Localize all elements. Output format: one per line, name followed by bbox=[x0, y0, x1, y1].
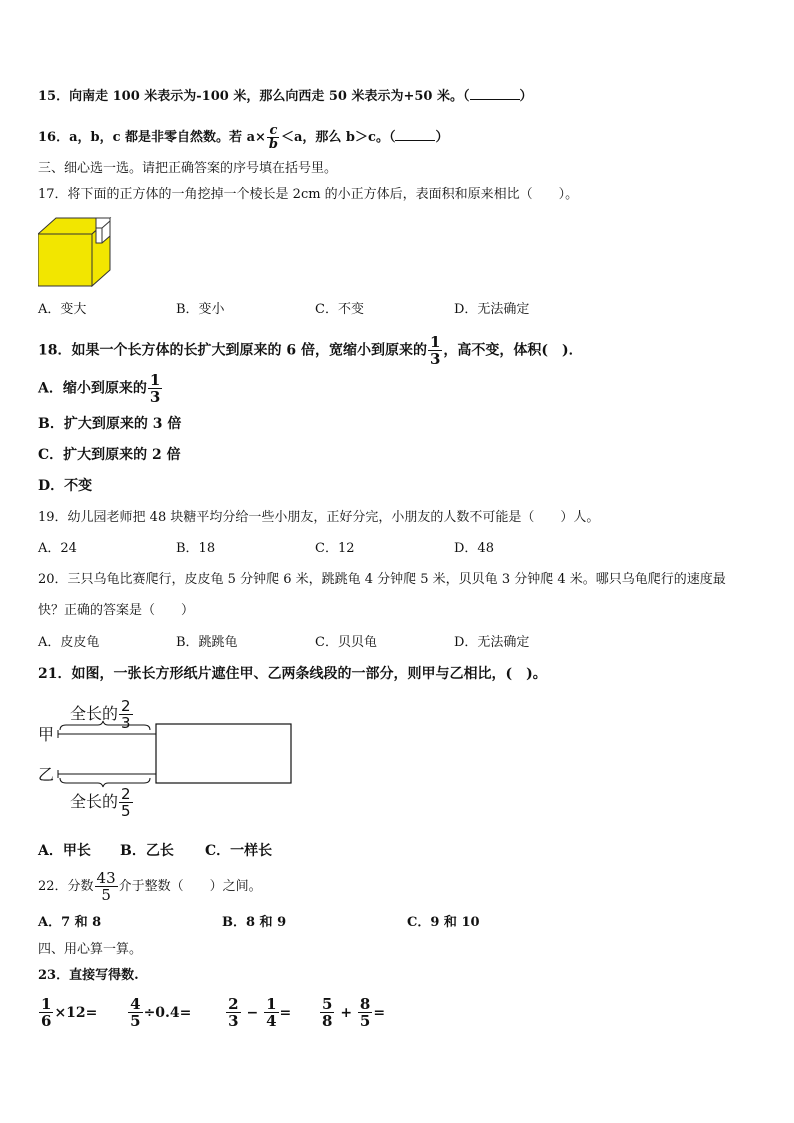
question-18 bbox=[38, 334, 583, 367]
q20-option-c[interactable]: C．贝贝龟 bbox=[315, 635, 377, 650]
question-20-line-1: 20．三只乌龟比赛爬行，皮皮龟 5 分钟爬 6 米，跳跳龟 4 分钟爬 5 米，贝贝龟 3 分钟爬 4 米。哪只乌龟爬行的速度最 bbox=[38, 572, 726, 587]
q18-frac-den: 3 bbox=[429, 350, 441, 368]
q23-expr-2[interactable] bbox=[127, 995, 192, 1030]
q18-option-b[interactable]: B．扩大到原来的 3 倍 bbox=[38, 416, 182, 432]
q19-option-d[interactable]: D．48 bbox=[454, 541, 494, 556]
q21-top-brace bbox=[60, 721, 150, 730]
q19-option-c[interactable]: C．12 bbox=[315, 541, 355, 556]
q23-e2-num: 4 bbox=[130, 995, 141, 1013]
question-22 bbox=[38, 870, 262, 903]
q18-post: ，高不变，体积( )． bbox=[443, 342, 583, 359]
q21-jia-label: 甲 bbox=[38, 725, 55, 744]
q18-fraction bbox=[428, 334, 442, 367]
q15-text: 15．向南走 100 米表示为-100 米，那么向西走 50 米表示为+50 米。（ bbox=[38, 89, 470, 104]
q18-pre: 18．如果一个长方体的长扩大到原来的 6 倍，宽缩小到原来的 bbox=[38, 342, 427, 359]
q19-option-b[interactable]: B．18 bbox=[176, 541, 216, 556]
q16-frac-num: c bbox=[269, 123, 278, 138]
q17-option-a[interactable]: A．变大 bbox=[38, 302, 87, 317]
q23-e3-num1: 2 bbox=[228, 995, 239, 1013]
q18-option-a-den: 3 bbox=[149, 388, 161, 406]
q21-bottom-fraction bbox=[119, 786, 133, 819]
q23-e4-num1: 5 bbox=[322, 995, 333, 1013]
q21-yi-label: 乙 bbox=[38, 765, 55, 784]
q18-option-d[interactable]: D．不变 bbox=[38, 478, 93, 494]
q21-option-b[interactable]: B．乙长 bbox=[120, 843, 174, 859]
q21-option-c[interactable]: C．一样长 bbox=[205, 843, 273, 859]
question-16 bbox=[38, 124, 448, 151]
q23-e3-post: = bbox=[279, 1004, 292, 1021]
q23-e3-op: − bbox=[246, 1004, 259, 1021]
q23-e1-den: 6 bbox=[41, 1012, 52, 1030]
q23-e1-num: 1 bbox=[41, 995, 52, 1013]
q21-bottom-num: 2 bbox=[121, 785, 131, 803]
cube-front-face bbox=[38, 234, 92, 286]
q23-e4-post: = bbox=[373, 1004, 386, 1021]
q21-figure bbox=[38, 694, 308, 818]
q21-top-num: 2 bbox=[121, 697, 131, 715]
q16-pre: 16．a，b，c 都是非零自然数。若 a× bbox=[38, 130, 266, 145]
q22-frac-num: 43 bbox=[96, 869, 116, 887]
q16-frac-den: b bbox=[268, 137, 278, 152]
q16-fraction bbox=[267, 124, 280, 151]
q15-close: ） bbox=[519, 89, 533, 104]
question-19: 19．幼儿园老师把 48 块糖平均分给一些小朋友，正好分完，小朋友的人数不可能是（ ）人。 bbox=[38, 510, 600, 525]
q21-bottom-label bbox=[70, 786, 134, 819]
q23-e4-op: + bbox=[340, 1004, 353, 1021]
question-21: 21．如图，一张长方形纸片遮住甲、乙两条线段的一部分，则甲与乙相比，( )。 bbox=[38, 666, 547, 682]
q21-paper-rectangle bbox=[156, 724, 291, 783]
section-4-title: 四、用心算一算。 bbox=[38, 942, 143, 957]
question-17: 17．将下面的正方体的一角挖掉一个棱长是 2cm 的小正方体后，表面积和原来相比（ ）。 bbox=[38, 187, 579, 202]
q17-option-b[interactable]: B．变小 bbox=[176, 302, 225, 317]
q23-e4-den1: 8 bbox=[322, 1012, 333, 1030]
q18-option-a-text: A．缩小到原来的 bbox=[38, 380, 147, 397]
q16-post: ＜a，那么 b＞c。（ bbox=[280, 130, 396, 145]
q18-frac-num: 1 bbox=[429, 333, 441, 351]
q23-expr-4[interactable] bbox=[319, 995, 386, 1030]
q22-frac-den: 5 bbox=[101, 886, 111, 904]
q23-e2-post: ÷0.4= bbox=[143, 1004, 192, 1021]
q23-expressions bbox=[38, 996, 385, 1029]
q23-e3-den2: 4 bbox=[266, 1012, 277, 1030]
question-20-line-2: 快？正确的答案是（ ） bbox=[38, 603, 195, 618]
q22-option-b[interactable]: B．8 和 9 bbox=[222, 915, 287, 930]
q23-e1-post: ×12= bbox=[54, 1004, 98, 1021]
question-23: 23．直接写得数. bbox=[38, 968, 139, 983]
q22-option-c[interactable]: C．9 和 10 bbox=[407, 915, 480, 930]
q23-e4-den2: 5 bbox=[359, 1012, 371, 1030]
q20-option-d[interactable]: D．无法确定 bbox=[454, 635, 530, 650]
q23-e3-num2: 1 bbox=[266, 995, 277, 1013]
q21-bottom-label-text: 全长的 bbox=[70, 792, 119, 811]
q18-option-a-num: 1 bbox=[149, 371, 161, 389]
question-15 bbox=[38, 88, 533, 106]
q21-option-a[interactable]: A．甲长 bbox=[38, 843, 91, 859]
q17-option-d[interactable]: D．无法确定 bbox=[454, 302, 530, 317]
q17-option-c[interactable]: C．不变 bbox=[315, 302, 364, 317]
q21-top-den: 3 bbox=[121, 714, 131, 732]
q23-expr-3[interactable] bbox=[225, 995, 292, 1030]
q16-blank[interactable] bbox=[395, 140, 435, 141]
q23-e4-num2: 8 bbox=[359, 995, 371, 1013]
q23-expr-1[interactable] bbox=[38, 995, 98, 1030]
q18-option-c[interactable]: C．扩大到原来的 2 倍 bbox=[38, 447, 181, 463]
cube-figure bbox=[38, 216, 112, 288]
q21-bottom-den: 5 bbox=[121, 802, 131, 820]
q20-option-a[interactable]: A．皮皮龟 bbox=[38, 635, 100, 650]
q22-fraction bbox=[95, 870, 118, 903]
q22-post: 介于整数（ ）之间。 bbox=[118, 879, 262, 894]
q23-e2-den: 5 bbox=[130, 1012, 141, 1030]
q20-option-b[interactable]: B．跳跳龟 bbox=[176, 635, 238, 650]
q21-top-label-text: 全长的 bbox=[70, 704, 119, 723]
q22-option-a[interactable]: A．7 和 8 bbox=[38, 915, 102, 930]
q19-option-a[interactable]: A．24 bbox=[38, 541, 77, 556]
section-3-title: 三、细心选一选。请把正确答案的序号填在括号里。 bbox=[38, 161, 338, 176]
q15-blank[interactable] bbox=[470, 99, 520, 100]
q16-close: ） bbox=[435, 130, 449, 145]
q18-option-a[interactable] bbox=[38, 372, 163, 405]
q18-option-a-fraction bbox=[148, 372, 162, 405]
q23-e3-den1: 3 bbox=[228, 1012, 239, 1030]
q22-pre: 22．分数 bbox=[38, 879, 94, 894]
